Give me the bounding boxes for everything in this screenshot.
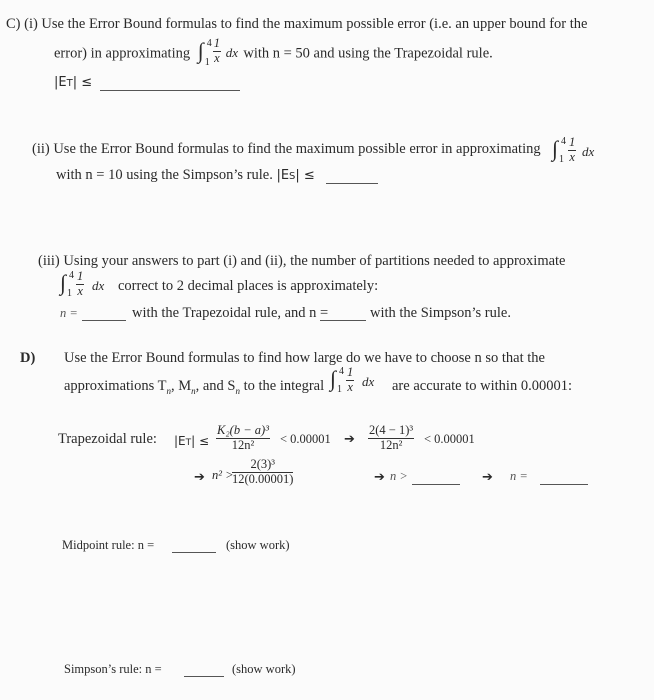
integral-fraction bbox=[213, 37, 221, 66]
integral-symbol: ∫ bbox=[552, 136, 559, 161]
integral-symbol: ∫ bbox=[197, 38, 204, 63]
bound-label: |E bbox=[174, 434, 186, 448]
lt-2: < 0.00001 bbox=[424, 432, 475, 446]
part-d-label: D) bbox=[20, 350, 36, 366]
arrow-icon: ➔ bbox=[482, 470, 493, 485]
integral-expression-iii bbox=[60, 270, 120, 298]
fraction-k2-den: 12n² bbox=[231, 437, 255, 452]
answer-sub: S bbox=[289, 171, 296, 182]
fraction-k2-num: K₂(b − a)³ bbox=[217, 423, 269, 437]
part-c-iii-line1: (iii) Using your answers to part (i) and (ii), the number of partitions needed to approximate bbox=[38, 253, 566, 269]
fraction-2-3-den: 12(0.00001) bbox=[232, 471, 294, 486]
n-gt: n > bbox=[390, 469, 408, 483]
part-d-m: , M bbox=[170, 378, 192, 394]
simpson-label: Simpson’s rule: n = bbox=[64, 662, 162, 676]
n2-gt: n² > bbox=[212, 468, 234, 482]
part-c-iii-n-label: n = bbox=[60, 306, 78, 320]
integral-lower: 1 bbox=[204, 57, 210, 68]
integral-num: 1 bbox=[569, 135, 576, 149]
integral-upper: 4 bbox=[69, 270, 74, 281]
integral-expression-d bbox=[330, 366, 390, 394]
integral-fraction bbox=[568, 136, 576, 165]
integral-expression-ii bbox=[550, 136, 610, 164]
fraction-k2 bbox=[216, 424, 270, 453]
integral-dx: dx bbox=[92, 278, 105, 293]
part-c-i-line2 bbox=[54, 36, 493, 68]
integral-fraction bbox=[76, 270, 84, 299]
integral-fraction bbox=[346, 366, 354, 395]
fraction-2-4-1 bbox=[368, 424, 414, 453]
answer-blank-c-i[interactable] bbox=[100, 90, 240, 91]
part-c-i-line2-pre: error) in approximating bbox=[54, 45, 191, 62]
part-c-i-line2-post: with n = 50 and using the Trapezoidal rule. bbox=[243, 45, 493, 62]
part-d-line2-mid: and S bbox=[202, 378, 236, 394]
sub-n: n bbox=[166, 385, 171, 396]
midpoint-work: (show work) bbox=[226, 538, 290, 552]
midpoint-label: Midpoint rule: n = bbox=[62, 538, 155, 552]
trap-label: Trapezoidal rule: bbox=[58, 431, 157, 447]
integral-lower: 1 bbox=[337, 384, 342, 395]
integral-den: x bbox=[77, 283, 83, 298]
answer-blank-c-iii-simp[interactable] bbox=[320, 320, 366, 321]
integral-symbol: ∫ bbox=[60, 270, 67, 295]
simpson-work: (show work) bbox=[232, 662, 296, 676]
integral-lower: 1 bbox=[559, 154, 564, 165]
answer-sub: T bbox=[66, 78, 73, 89]
answer-label: |E bbox=[276, 168, 290, 183]
answer-blank-n-eq[interactable] bbox=[540, 484, 588, 485]
lt-1: < 0.00001 bbox=[280, 432, 331, 446]
integral-dx: dx bbox=[362, 374, 375, 389]
answer-label: |E bbox=[54, 75, 67, 90]
trap-bound bbox=[174, 432, 209, 450]
answer-blank-c-ii[interactable] bbox=[326, 183, 378, 184]
integral-dx: dx bbox=[225, 45, 238, 60]
part-d-line2-pre: approximations T bbox=[64, 378, 167, 394]
integral-symbol: ∫ bbox=[330, 366, 337, 391]
arrow-icon: ➔ bbox=[344, 432, 355, 447]
integral-num: 1 bbox=[347, 365, 354, 379]
integral-den: x bbox=[214, 50, 220, 65]
fraction-2-4-1-den: 12n² bbox=[379, 437, 403, 452]
answer-blank-simpson[interactable] bbox=[184, 676, 224, 677]
answer-rel: | ≤ bbox=[72, 75, 93, 90]
arrow-icon: ➔ bbox=[194, 470, 205, 485]
integral-den: x bbox=[347, 379, 353, 394]
part-c-iii-line2: correct to 2 decimal places is approximately: bbox=[118, 278, 379, 294]
integral-upper: 4 bbox=[206, 38, 212, 49]
part-d-line2-post: to the integral bbox=[243, 378, 325, 394]
integral-num: 1 bbox=[213, 36, 220, 50]
part-d-line2: approximations $T_n$, $M_n$, and $S_n$ to the integral bbox=[64, 378, 325, 396]
part-c-i-answer bbox=[54, 74, 92, 91]
part-c-iii-simp-text: with the Simpson’s rule. bbox=[370, 305, 511, 321]
fraction-2-4-1-num: 2(4 − 1)³ bbox=[369, 423, 414, 437]
part-d-line2-end: are accurate to within 0.00001: bbox=[392, 378, 572, 394]
answer-blank-midpoint[interactable] bbox=[172, 552, 216, 553]
integral-upper: 4 bbox=[561, 136, 566, 147]
integral-lower: 1 bbox=[67, 288, 72, 299]
bound-sub: T bbox=[185, 438, 192, 448]
integral-den: x bbox=[569, 149, 575, 164]
part-c-ii-line2-text: with n = 10 using the Simpson’s rule. bbox=[56, 167, 273, 183]
n-eq: n = bbox=[510, 469, 528, 483]
bound-rel: | ≤ bbox=[191, 434, 210, 448]
sub-n: n bbox=[191, 385, 196, 396]
part-c-ii-line1: (ii) Use the Error Bound formulas to find the maximum possible error in approximating bbox=[32, 141, 541, 157]
answer-rel: | ≤ bbox=[295, 168, 315, 183]
answer-blank-c-iii-trap[interactable] bbox=[82, 320, 126, 321]
part-d-line1: Use the Error Bound formulas to find how large do we have to choose n so that the bbox=[64, 350, 545, 366]
integral-dx: dx bbox=[582, 144, 595, 159]
fraction-2-3-num: 2(3)³ bbox=[232, 458, 293, 473]
part-c-ii-line2 bbox=[56, 167, 315, 184]
part-c-i-line1: C) (i) Use the Error Bound formulas to find the maximum possible error (i.e. an upper bound for the bbox=[6, 16, 588, 32]
integral-expression bbox=[194, 36, 240, 68]
answer-blank-n-gt[interactable] bbox=[412, 484, 460, 485]
part-c-iii-trap-text: with the Trapezoidal rule, and n = bbox=[132, 305, 329, 321]
arrow-icon: ➔ bbox=[374, 470, 385, 485]
fraction-2-3 bbox=[232, 458, 293, 487]
sub-n: n bbox=[235, 385, 240, 396]
integral-upper: 4 bbox=[339, 366, 344, 377]
integral-num: 1 bbox=[77, 269, 84, 283]
